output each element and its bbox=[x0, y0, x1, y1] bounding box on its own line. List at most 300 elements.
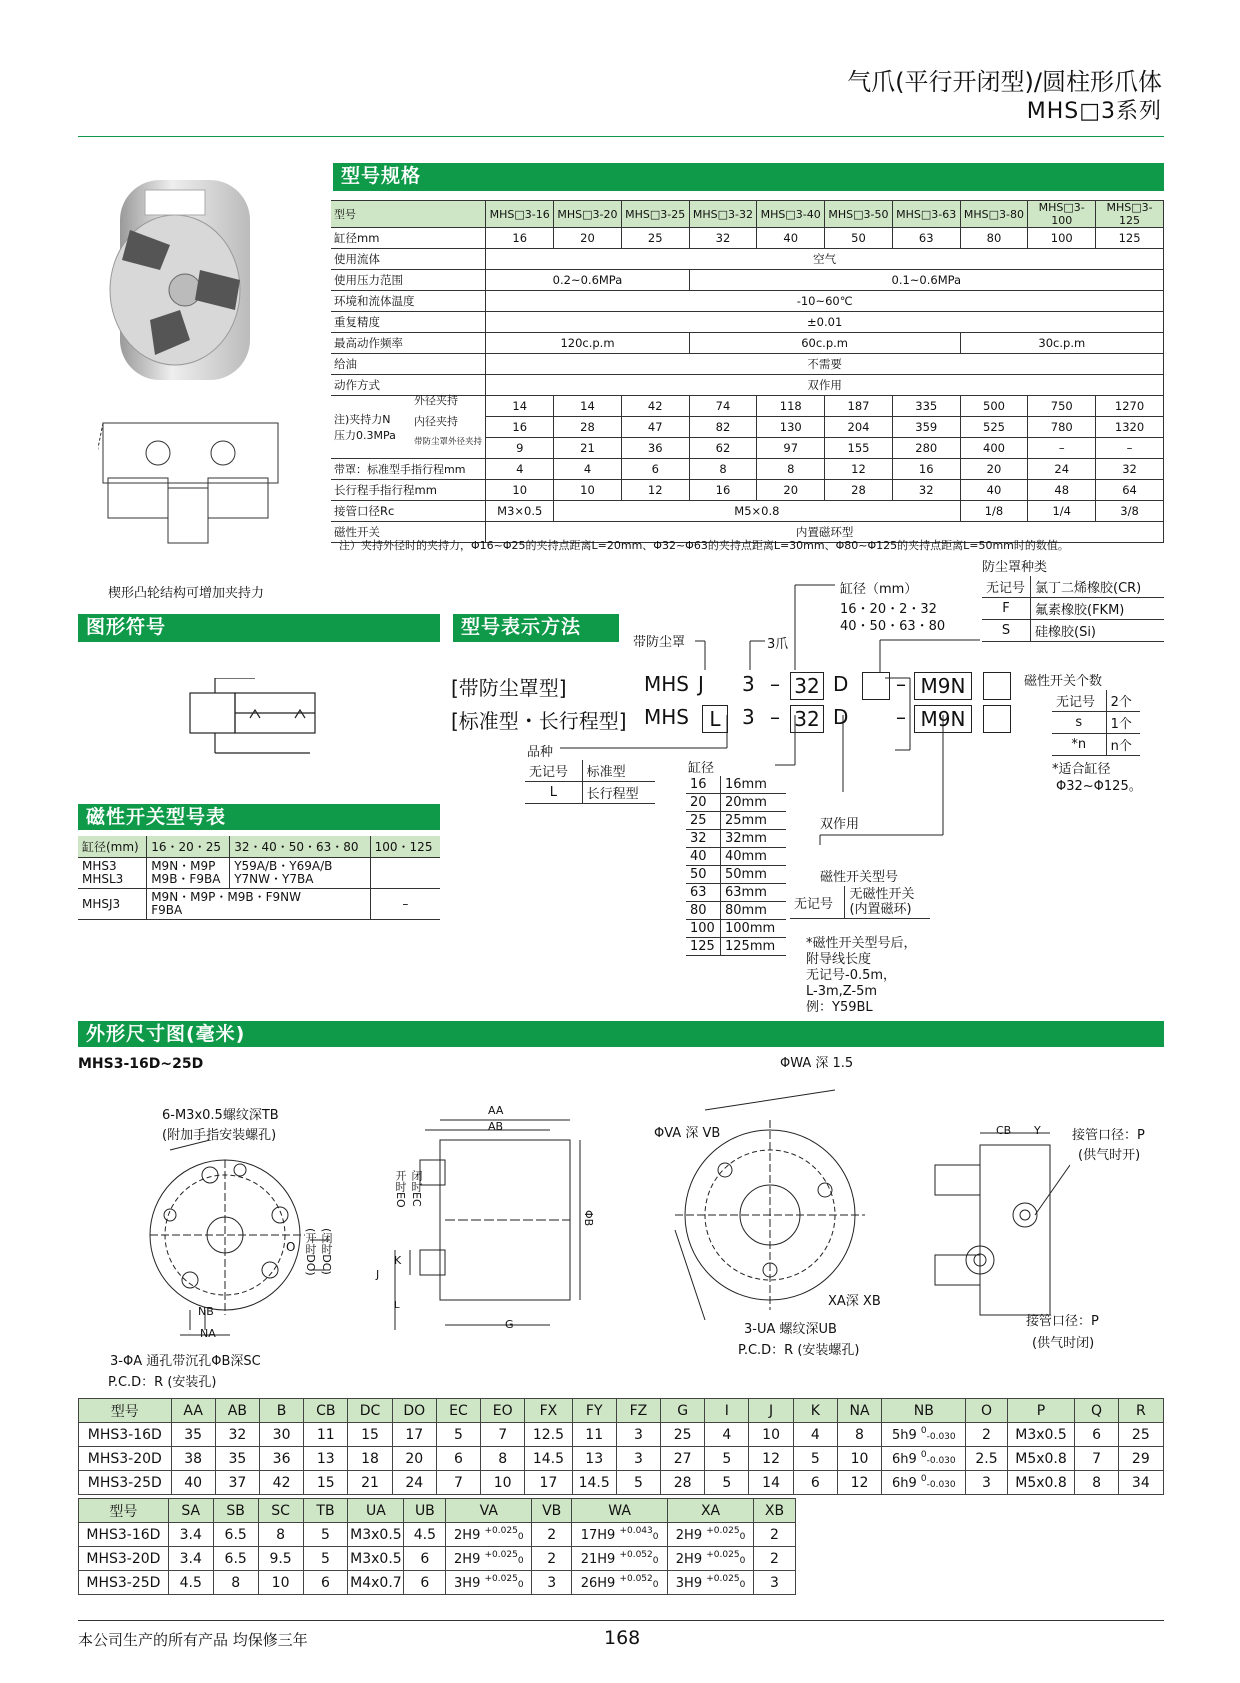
switch-r2-c1-a: M9N・M9P・M9B・F9NW bbox=[151, 890, 301, 904]
tol-zero: 0 bbox=[652, 1580, 659, 1590]
dim2-head bbox=[79, 1499, 796, 1523]
spec-label-fluid: 使用流体 bbox=[331, 249, 486, 270]
section-switch-table: 磁性开关型号表 bbox=[78, 804, 440, 830]
code-dash: – bbox=[896, 705, 906, 729]
dim1-cell: 8 bbox=[1075, 1471, 1118, 1495]
dim1-cell: 2.5 bbox=[966, 1447, 1007, 1471]
spec-long: 48 bbox=[1028, 480, 1096, 501]
dim2-cell: MHS3-16D bbox=[79, 1523, 169, 1547]
d2-aa: AA bbox=[488, 1104, 504, 1117]
bore-list-row bbox=[686, 866, 786, 884]
spec-bore: 40 bbox=[757, 228, 825, 249]
lead-note bbox=[806, 936, 917, 1016]
dim2-head-cell: SB bbox=[213, 1499, 258, 1523]
dim1-cell: 12 bbox=[837, 1471, 881, 1495]
lead-note-line: L-3m,Z-5m bbox=[806, 984, 878, 999]
dim2-head-cell: SA bbox=[168, 1499, 213, 1523]
d1-do-label: (开时DO) bbox=[304, 1228, 317, 1276]
force-sublabels bbox=[414, 390, 486, 453]
dim1-cell: 10 bbox=[749, 1423, 793, 1447]
d3-pcd-label: P.C.D：R (安装螺孔) bbox=[738, 1343, 860, 1358]
spec-bore: 125 bbox=[1096, 228, 1164, 249]
dim2-head-cell: XB bbox=[754, 1499, 796, 1523]
row2-label: [标准型・长行程型] bbox=[451, 709, 627, 733]
switch-model-j: MHSJ3 bbox=[78, 889, 147, 920]
dim1-cell: 35 bbox=[171, 1423, 215, 1447]
spec-model: MHS□3-16 bbox=[486, 201, 554, 228]
dim1-cell: 6 bbox=[793, 1471, 837, 1495]
d2-ec: 闭时EC bbox=[410, 1170, 423, 1207]
bore-value: 50mm bbox=[721, 866, 787, 884]
dim1-cell: 8 bbox=[837, 1423, 881, 1447]
wa-value: 21H9 bbox=[580, 1552, 616, 1567]
spec-row-model bbox=[331, 201, 1164, 228]
d3-ua-label: 3-UA 螺纹深UB bbox=[744, 1322, 837, 1337]
spec-label-long: 长行程手指行程mm bbox=[331, 480, 486, 501]
dim1-cell: M3x0.5 bbox=[1007, 1423, 1075, 1447]
bore-title: 缸径（mm） bbox=[840, 582, 918, 597]
dim1-head-cell: FZ bbox=[616, 1399, 660, 1423]
code-dash: – bbox=[770, 705, 780, 729]
dim1-cell: 3 bbox=[616, 1447, 660, 1471]
spec-switch: 内置磁环型 bbox=[486, 522, 1164, 543]
dim1-cell: 10 bbox=[481, 1471, 525, 1495]
spec-outer: 750 bbox=[1028, 396, 1096, 417]
code-m9n-box: M9N bbox=[914, 672, 972, 700]
dim1-cell: 7 bbox=[436, 1471, 480, 1495]
d4-cb: CB bbox=[996, 1124, 1012, 1137]
lead-note-line: *磁性开关型号后， bbox=[806, 936, 917, 951]
spec-freq-c: 30c.p.m bbox=[960, 333, 1163, 354]
dim1-cell: 12 bbox=[749, 1447, 793, 1471]
spec-row-bore bbox=[331, 228, 1164, 249]
bore-code: 63 bbox=[686, 884, 721, 902]
spec-freq-a: 120c.p.m bbox=[486, 333, 689, 354]
bore-list-table bbox=[686, 776, 786, 956]
bore-list-row bbox=[686, 830, 786, 848]
dim1-head-cell: NA bbox=[837, 1399, 881, 1423]
bore-list-row bbox=[686, 884, 786, 902]
d1-thread-label: 6-M3x0.5螺纹深TB bbox=[162, 1108, 279, 1123]
switch-count-code: s bbox=[1052, 712, 1106, 734]
bore-code: 25 bbox=[686, 812, 721, 830]
dim2-cell: 6 bbox=[404, 1571, 446, 1595]
switch-r1-c1 bbox=[147, 858, 230, 889]
spec-inner: 780 bbox=[1028, 417, 1096, 438]
spec-bore: 50 bbox=[825, 228, 893, 249]
d2-ab: AB bbox=[488, 1120, 504, 1133]
dim2-cell: 4.5 bbox=[168, 1571, 213, 1595]
spec-port-b: M5×0.8 bbox=[554, 501, 961, 522]
pneumatic-symbol bbox=[185, 678, 335, 768]
bore-value: 20mm bbox=[721, 794, 787, 812]
spec-label-inner: 内径夹持 bbox=[414, 415, 458, 428]
dim1-head-cell: CB bbox=[304, 1399, 348, 1423]
dim1-cell: 4 bbox=[793, 1423, 837, 1447]
dim2-cell: MHS3-20D bbox=[79, 1547, 169, 1571]
dim2-cell: 8 bbox=[213, 1571, 258, 1595]
bore-code: 32 bbox=[686, 830, 721, 848]
dim1-cell: 15 bbox=[348, 1423, 392, 1447]
spec-model: MHS□3-125 bbox=[1096, 201, 1164, 228]
spec-inner: 359 bbox=[892, 417, 960, 438]
nb-tol-dn: -0.030 bbox=[926, 1480, 956, 1490]
d4-y: Y bbox=[1034, 1124, 1041, 1137]
spec-table bbox=[331, 200, 1164, 543]
spec-label-repeat: 重复精度 bbox=[331, 312, 486, 333]
dim1-head-cell: P bbox=[1007, 1399, 1075, 1423]
spec-row-long bbox=[331, 480, 1164, 501]
spec-force-label-1: 注)夹持力N bbox=[334, 413, 391, 426]
switch-r1-c1-a: M9N・M9P bbox=[151, 859, 216, 873]
dim2-xa-cell bbox=[668, 1547, 754, 1571]
bore-code: 16 bbox=[686, 776, 721, 794]
bore-vals-2: 40・50・63・80 bbox=[840, 619, 946, 634]
switch-count-code: *n bbox=[1052, 734, 1106, 756]
spec-long: 10 bbox=[486, 480, 554, 501]
dim1-head-cell: R bbox=[1118, 1399, 1163, 1423]
switch-model-cell bbox=[78, 858, 147, 889]
spec-inner: 525 bbox=[960, 417, 1028, 438]
code-32-box: 32 bbox=[790, 705, 824, 733]
dim2-cell: 2 bbox=[532, 1547, 572, 1571]
dust-type-name: 硅橡胶(Si) bbox=[1031, 620, 1165, 642]
dim1-nb-cell bbox=[882, 1471, 966, 1495]
dim2-row bbox=[79, 1571, 796, 1595]
dust-type-code: F bbox=[982, 598, 1031, 620]
spec-model: MHS□3-20 bbox=[554, 201, 622, 228]
dim2-cell: 3.4 bbox=[168, 1523, 213, 1547]
code-3: 3 bbox=[742, 672, 755, 696]
bore-list-title: 缸径 bbox=[688, 761, 715, 776]
spec-stroke: 8 bbox=[689, 459, 757, 480]
dim2-va-cell bbox=[446, 1547, 532, 1571]
switch-model-row bbox=[790, 886, 930, 919]
switch-model-b: MHSL3 bbox=[82, 872, 124, 886]
wa-tol: +0.052 bbox=[619, 1574, 653, 1584]
d2-b: ΦB bbox=[582, 1210, 595, 1227]
code-mhs: MHS bbox=[644, 672, 689, 696]
nb-value: 5h9 bbox=[891, 1428, 917, 1443]
type-code: 无记号 bbox=[525, 760, 582, 782]
dim1-cell: 21 bbox=[348, 1471, 392, 1495]
spec-long: 10 bbox=[554, 480, 622, 501]
spec-fluid: 空气 bbox=[486, 249, 1164, 270]
spec-stroke: 20 bbox=[960, 459, 1028, 480]
dim2-cell: 8 bbox=[258, 1523, 303, 1547]
bore-list-row bbox=[686, 848, 786, 866]
dim1-cell: MHS3-20D bbox=[79, 1447, 172, 1471]
dim1-head-cell: DC bbox=[348, 1399, 392, 1423]
dust-type-title: 防尘罩种类 bbox=[982, 560, 1048, 575]
spec-inner: 1320 bbox=[1096, 417, 1164, 438]
no-switch-1: 无磁性开关 bbox=[849, 887, 915, 902]
dim1-row bbox=[79, 1471, 1164, 1495]
xa-value: 2H9 bbox=[675, 1528, 703, 1543]
port-view-drawing bbox=[920, 1125, 1070, 1325]
spec-stroke: 32 bbox=[1096, 459, 1164, 480]
spec-outer: 14 bbox=[554, 396, 622, 417]
dim1-cell: M5x0.8 bbox=[1007, 1471, 1075, 1495]
product-photo bbox=[100, 170, 260, 395]
switch-model-desc bbox=[845, 886, 930, 919]
spec-outer: 14 bbox=[486, 396, 554, 417]
page-number: 168 bbox=[604, 1627, 641, 1649]
page-title: 气爪(平行开闭型)/圆柱形爪体 bbox=[847, 68, 1162, 96]
dim1-cell: 5 bbox=[793, 1447, 837, 1471]
dim1-cell: 37 bbox=[215, 1471, 259, 1495]
spec-port-a: M3×0.5 bbox=[486, 501, 554, 522]
cross-section-drawing bbox=[98, 418, 288, 548]
tol-zero: 0 bbox=[652, 1556, 659, 1566]
bore-list-row bbox=[686, 920, 786, 938]
d4-port2: 接管口径：P bbox=[1026, 1314, 1099, 1329]
spec-label-dust: 带防尘罩外径夹持 bbox=[414, 437, 483, 447]
dim1-head-cell: DO bbox=[392, 1399, 436, 1423]
spec-bore: 100 bbox=[1028, 228, 1096, 249]
dim2-row bbox=[79, 1523, 796, 1547]
dim1-cell: 24 bbox=[392, 1471, 436, 1495]
dim1-cell: 30 bbox=[259, 1423, 303, 1447]
spec-dust: – bbox=[1028, 438, 1096, 459]
dim2-va-cell bbox=[446, 1523, 532, 1547]
dim1-head-cell: J bbox=[749, 1399, 793, 1423]
double-acting: 双作用 bbox=[820, 817, 860, 832]
bore-code: 125 bbox=[686, 938, 721, 956]
dim1-head-cell: FX bbox=[525, 1399, 572, 1423]
switch-r1-c2-a: Y59A/B・Y69A/B bbox=[234, 859, 333, 873]
dim1-cell: 34 bbox=[1118, 1471, 1163, 1495]
dim1-head-cell: Q bbox=[1075, 1399, 1118, 1423]
spec-long: 40 bbox=[960, 480, 1028, 501]
spec-bore: 20 bbox=[554, 228, 622, 249]
va-value: 2H9 bbox=[454, 1552, 481, 1567]
spec-outer: 500 bbox=[960, 396, 1028, 417]
d1-hole-label: 3-ΦA 通孔带沉孔ΦB深SC bbox=[110, 1354, 261, 1369]
footer-rule bbox=[78, 1620, 1164, 1621]
spec-outer: 187 bbox=[825, 396, 893, 417]
spec-inner: 28 bbox=[554, 417, 622, 438]
dim1-cell: 10 bbox=[837, 1447, 881, 1471]
spec-dust: 36 bbox=[621, 438, 689, 459]
d4-port2b: (供气时闭) bbox=[1032, 1336, 1095, 1351]
dim2-head-cell: UB bbox=[404, 1499, 446, 1523]
dim2-head-cell: 型号 bbox=[79, 1499, 169, 1523]
no-switch-2: (内置磁环) bbox=[849, 902, 912, 917]
spec-action: 双作用 bbox=[486, 375, 1164, 396]
dim2-head-cell: VA bbox=[446, 1499, 532, 1523]
dust-type-row bbox=[982, 620, 1164, 642]
d3-wa-label: ΦWA 深 1.5 bbox=[780, 1056, 854, 1071]
dim1-cell: 2 bbox=[966, 1423, 1007, 1447]
spec-label-action: 动作方式 bbox=[331, 375, 486, 396]
dust-type-code: S bbox=[982, 620, 1031, 642]
d2-j: J bbox=[376, 1268, 380, 1281]
switch-head: 16・20・25 bbox=[147, 836, 230, 858]
d3-va-label: ΦVA 深 VB bbox=[654, 1126, 721, 1141]
switch-r2-c1 bbox=[147, 889, 370, 920]
lead-note-line: 附导线长度 bbox=[806, 952, 872, 967]
dim2-wa-cell bbox=[572, 1571, 668, 1595]
dim2-cell: 10 bbox=[258, 1571, 303, 1595]
dim1-row bbox=[79, 1447, 1164, 1471]
spec-long: 20 bbox=[757, 480, 825, 501]
dim2-cell: 3 bbox=[532, 1571, 572, 1595]
nb-tol-up: 0 bbox=[920, 1450, 927, 1460]
spec-long: 28 bbox=[825, 480, 893, 501]
dust-type-row bbox=[982, 598, 1164, 620]
spec-model: MHS□3-50 bbox=[825, 201, 893, 228]
spec-stroke: 12 bbox=[825, 459, 893, 480]
drawing-subtitle: MHS3-16D~25D bbox=[78, 1056, 204, 1072]
switch-row-2 bbox=[78, 889, 440, 920]
spec-lube: 不需要 bbox=[486, 354, 1164, 375]
spec-label-lube: 给油 bbox=[331, 354, 486, 375]
lead-note-line: 无记号-0.5m， bbox=[806, 968, 897, 983]
va-tol: +0.025 bbox=[484, 1526, 518, 1536]
spec-label-temp: 环境和流体温度 bbox=[331, 291, 486, 312]
d2-k: K bbox=[394, 1254, 402, 1267]
wa-value: 26H9 bbox=[580, 1576, 616, 1591]
switch-count-row bbox=[1052, 690, 1140, 712]
switch-table-head bbox=[78, 836, 440, 858]
spec-model: MHS□3-80 bbox=[960, 201, 1028, 228]
dust-type-name: 氟素橡胶(FKM) bbox=[1031, 598, 1165, 620]
d3-xa-label: XA深 XB bbox=[828, 1294, 881, 1309]
d1-pcd-label: P.C.D：R (安装孔) bbox=[108, 1375, 217, 1390]
spec-bore: 63 bbox=[892, 228, 960, 249]
switch-count-n: 1个 bbox=[1106, 712, 1140, 734]
switch-count-row bbox=[1052, 734, 1140, 756]
spec-long: 64 bbox=[1096, 480, 1164, 501]
nb-tol-dn: -0.030 bbox=[926, 1432, 956, 1442]
dim1-cell: M5x0.8 bbox=[1007, 1447, 1075, 1471]
spec-stroke: 4 bbox=[554, 459, 622, 480]
spec-label-model: 型号 bbox=[331, 201, 486, 228]
spec-row-pressure bbox=[331, 270, 1164, 291]
va-value: 2H9 bbox=[454, 1528, 481, 1543]
nb-tol-dn: -0.030 bbox=[926, 1456, 956, 1466]
tol-zero: 0 bbox=[739, 1580, 746, 1590]
code-l-box: L bbox=[702, 705, 728, 733]
dim2-cell: 3 bbox=[754, 1571, 796, 1595]
dim1-cell: 13 bbox=[304, 1447, 348, 1471]
dim1-cell: 27 bbox=[661, 1447, 705, 1471]
photo-caption: 楔形凸轮结构可增加夹持力 bbox=[108, 586, 265, 601]
va-tol: +0.025 bbox=[484, 1550, 518, 1560]
switch-count-box bbox=[983, 672, 1011, 700]
dim2-cell: 6.5 bbox=[213, 1547, 258, 1571]
d4-port1b: (供气时开) bbox=[1078, 1148, 1141, 1163]
type-name: 标准型 bbox=[582, 760, 655, 782]
bore-vals-1: 16・20・2・32 bbox=[840, 602, 937, 617]
nb-tol-up: 0 bbox=[920, 1474, 927, 1484]
wa-tol: +0.043 bbox=[619, 1526, 653, 1536]
bore-value: 16mm bbox=[721, 776, 787, 794]
spec-row-freq bbox=[331, 333, 1164, 354]
type-row bbox=[525, 760, 655, 782]
code-d: D bbox=[833, 672, 849, 696]
bore-list-row bbox=[686, 776, 786, 794]
spec-dust: 9 bbox=[486, 438, 554, 459]
switch-count-table bbox=[1052, 690, 1140, 756]
spec-note: 注）夹持外径时的夹持力，Φ16~Φ25的夹持点距离L=20mm、Φ32~Φ63的夹持点距离L=30mm、Φ80~Φ125的夹持点距离L=50mm时的数值。 bbox=[339, 539, 1069, 552]
dim2-cell: 2 bbox=[532, 1523, 572, 1547]
bore-code: 100 bbox=[686, 920, 721, 938]
bore-value: 32mm bbox=[721, 830, 787, 848]
dim2-head-cell: UA bbox=[348, 1499, 404, 1523]
type-table bbox=[525, 760, 655, 804]
dim1-cell: 8 bbox=[481, 1447, 525, 1471]
bore-value: 80mm bbox=[721, 902, 787, 920]
dim1-cell: 35 bbox=[215, 1447, 259, 1471]
dim1-cell: 32 bbox=[215, 1423, 259, 1447]
dim1-cell: 14 bbox=[749, 1471, 793, 1495]
spec-port-d: 1/4 bbox=[1028, 501, 1096, 522]
dim1-cell: MHS3-25D bbox=[79, 1471, 172, 1495]
dust-type-box bbox=[862, 672, 890, 700]
switch-r1-c2 bbox=[230, 858, 370, 889]
bore-list-row bbox=[686, 812, 786, 830]
section-dimensions: 外形尺寸图(毫米) bbox=[78, 1021, 1164, 1047]
d1-dc-label: (闭时DC) bbox=[320, 1228, 333, 1275]
switch-head: 32・40・50・63・80 bbox=[230, 836, 370, 858]
spec-outer: 74 bbox=[689, 396, 757, 417]
spec-label-stroke: 带罩：标准型手指行程mm bbox=[331, 459, 486, 480]
switch-head: 100・125 bbox=[370, 836, 440, 858]
spec-port-c: 1/8 bbox=[960, 501, 1028, 522]
spec-bore: 25 bbox=[621, 228, 689, 249]
bore-code: 80 bbox=[686, 902, 721, 920]
spec-outer: 1270 bbox=[1096, 396, 1164, 417]
lead-note-line: 例：Y59BL bbox=[806, 1000, 873, 1015]
switch-model-a: MHS3 bbox=[82, 859, 117, 873]
dim2-cell: M3x0.5 bbox=[348, 1547, 404, 1571]
spec-repeat: ±0.01 bbox=[486, 312, 1164, 333]
dim1-head-cell: FY bbox=[572, 1399, 616, 1423]
spec-long: 32 bbox=[892, 480, 960, 501]
fit-note-1: *适合缸径 bbox=[1052, 762, 1111, 777]
code-dash: – bbox=[896, 672, 906, 696]
dim1-cell: 6 bbox=[436, 1447, 480, 1471]
spec-dust: 400 bbox=[960, 438, 1028, 459]
dim1-cell: 12.5 bbox=[525, 1423, 572, 1447]
code-dash: – bbox=[770, 672, 780, 696]
dim2-cell: 4.5 bbox=[404, 1523, 446, 1547]
spec-model: MHS□3-25 bbox=[621, 201, 689, 228]
dim2-xa-cell bbox=[668, 1523, 754, 1547]
dim2-row bbox=[79, 1547, 796, 1571]
spec-long: 12 bbox=[621, 480, 689, 501]
spec-label-bore: 缸径mm bbox=[331, 228, 486, 249]
xa-tol: +0.025 bbox=[706, 1550, 740, 1560]
code-mhs: MHS bbox=[644, 705, 689, 729]
switch-model-title: 磁性开关型号 bbox=[820, 870, 899, 885]
dim1-head-cell: EO bbox=[481, 1399, 525, 1423]
bore-code: 40 bbox=[686, 848, 721, 866]
switch-count-row bbox=[1052, 712, 1140, 734]
dim1-cell: 29 bbox=[1118, 1447, 1163, 1471]
switch-model-code: 无记号 bbox=[790, 886, 845, 919]
dim2-cell: 2 bbox=[754, 1523, 796, 1547]
bore-value: 25mm bbox=[721, 812, 787, 830]
type-code: L bbox=[525, 782, 582, 804]
bore-value: 100mm bbox=[721, 920, 787, 938]
switch-r2-c3: – bbox=[370, 889, 440, 920]
spec-temp: -10~60℃ bbox=[486, 291, 1164, 312]
dim1-head-cell: G bbox=[661, 1399, 705, 1423]
spec-bore: 32 bbox=[689, 228, 757, 249]
